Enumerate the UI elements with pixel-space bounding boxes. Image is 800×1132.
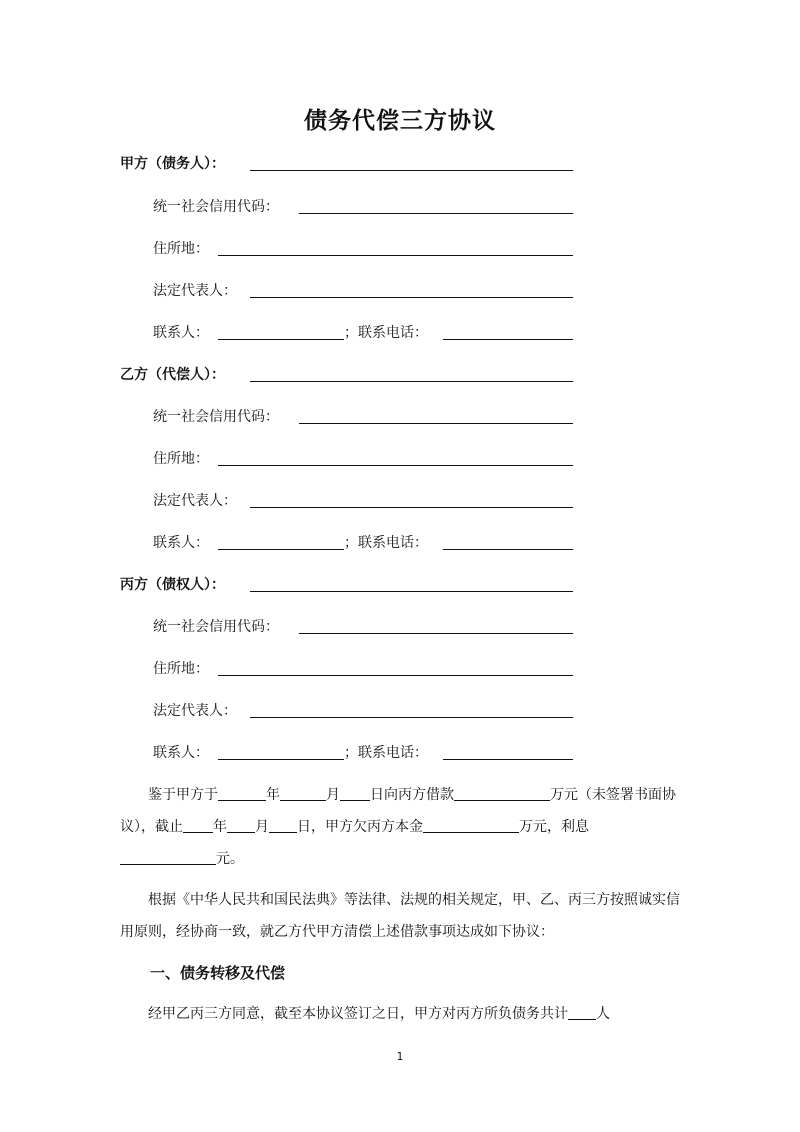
party-a-credit-code-blank[interactable] [299,213,573,214]
party-c-name-blank[interactable] [250,591,573,592]
principal-amount-blank[interactable] [423,816,519,833]
cutoff-day-blank[interactable] [269,816,297,833]
party-c-contact-label: 联系人： [153,745,209,761]
party-c-rep-blank[interactable] [250,717,573,718]
party-a-phone-label: ；联系电话： [344,325,428,341]
party-b-credit-code-blank[interactable] [299,423,573,424]
recital-day2: 日，甲方欠丙方本金 [297,819,423,835]
recital-day-to: 日向丙方借款 [370,787,454,803]
party-a-heading: 甲方（债务人）： [120,156,225,172]
party-a-phone-blank[interactable] [443,339,573,340]
party-b-rep-label: 法定代表人： [153,493,237,509]
basis-paragraph: 根据《中华人民共和国民法典》等法律、法规的相关规定，甲、乙、丙三方按照诚实信用原则，经协商一致，就乙方代甲方清偿上述借款事项达成如下协议： [120,892,680,940]
section-1-text: 经甲乙丙三方同意，截至本协议签订之日，甲方对丙方所负债务共计 [148,1006,568,1022]
recital-wan-yuan2: 万元，利息 [519,819,589,835]
section-1-heading: 一、债务转移及代偿 [150,964,286,982]
loan-amount-blank[interactable] [454,784,550,801]
loan-year-blank[interactable] [218,784,266,801]
loan-day-blank[interactable] [340,784,370,801]
party-c-address-blank[interactable] [218,675,573,676]
party-a-contact-blank[interactable] [218,339,344,340]
party-a-name-blank[interactable] [250,170,573,171]
cutoff-year-blank[interactable] [183,816,213,833]
party-a-address-blank[interactable] [218,255,573,256]
party-a-credit-code-label: 统一社会信用代码： [153,199,279,215]
party-c-phone-label: ；联系电话： [344,745,428,761]
party-b-address-blank[interactable] [218,465,573,466]
party-b-address-label: 住所地： [153,451,209,467]
recital-paragraph [120,779,682,875]
party-a-rep-label: 法定代表人： [153,283,237,299]
loan-month-blank[interactable] [280,784,326,801]
recital-yuan: 元。 [216,851,244,867]
party-b-heading: 乙方（代偿人）： [120,367,225,383]
party-b-contact-label: 联系人： [153,535,209,551]
party-c-rep-label: 法定代表人： [153,703,237,719]
party-c-contact-blank[interactable] [218,759,344,760]
party-b-rep-blank[interactable] [250,507,573,508]
recital-text-1: 鉴于甲方于 [148,787,218,803]
page-number: 1 [396,1050,404,1063]
party-b-phone-label: ；联系电话： [344,535,428,551]
party-b-credit-code-label: 统一社会信用代码： [153,409,279,425]
party-b-name-blank[interactable] [250,381,573,382]
recital-year2: 年 [213,819,227,835]
party-b-contact-blank[interactable] [218,549,344,550]
party-a-address-label: 住所地： [153,241,209,257]
party-a-rep-blank[interactable] [250,297,573,298]
recital-month2: 月 [255,819,269,835]
interest-amount-blank[interactable] [120,848,216,865]
party-a-contact-label: 联系人： [153,325,209,341]
recital-wan-yuan: 万元（未签署书面协议），截止 [120,787,676,835]
party-c-credit-code-blank[interactable] [299,633,573,634]
recital-month: 月 [326,787,340,803]
party-c-phone-blank[interactable] [443,759,573,760]
section-1-paragraph [120,998,682,1030]
section-1-tail: 人 [596,1006,610,1022]
party-c-heading: 丙方（债权人）： [120,577,225,593]
document-title: 债务代偿三方协议 [304,108,496,134]
party-b-phone-blank[interactable] [443,549,573,550]
debt-total-blank[interactable] [568,1003,596,1020]
party-c-address-label: 住所地： [153,661,209,677]
recital-year: 年 [266,787,280,803]
party-c-credit-code-label: 统一社会信用代码： [153,619,279,635]
cutoff-month-blank[interactable] [227,816,255,833]
